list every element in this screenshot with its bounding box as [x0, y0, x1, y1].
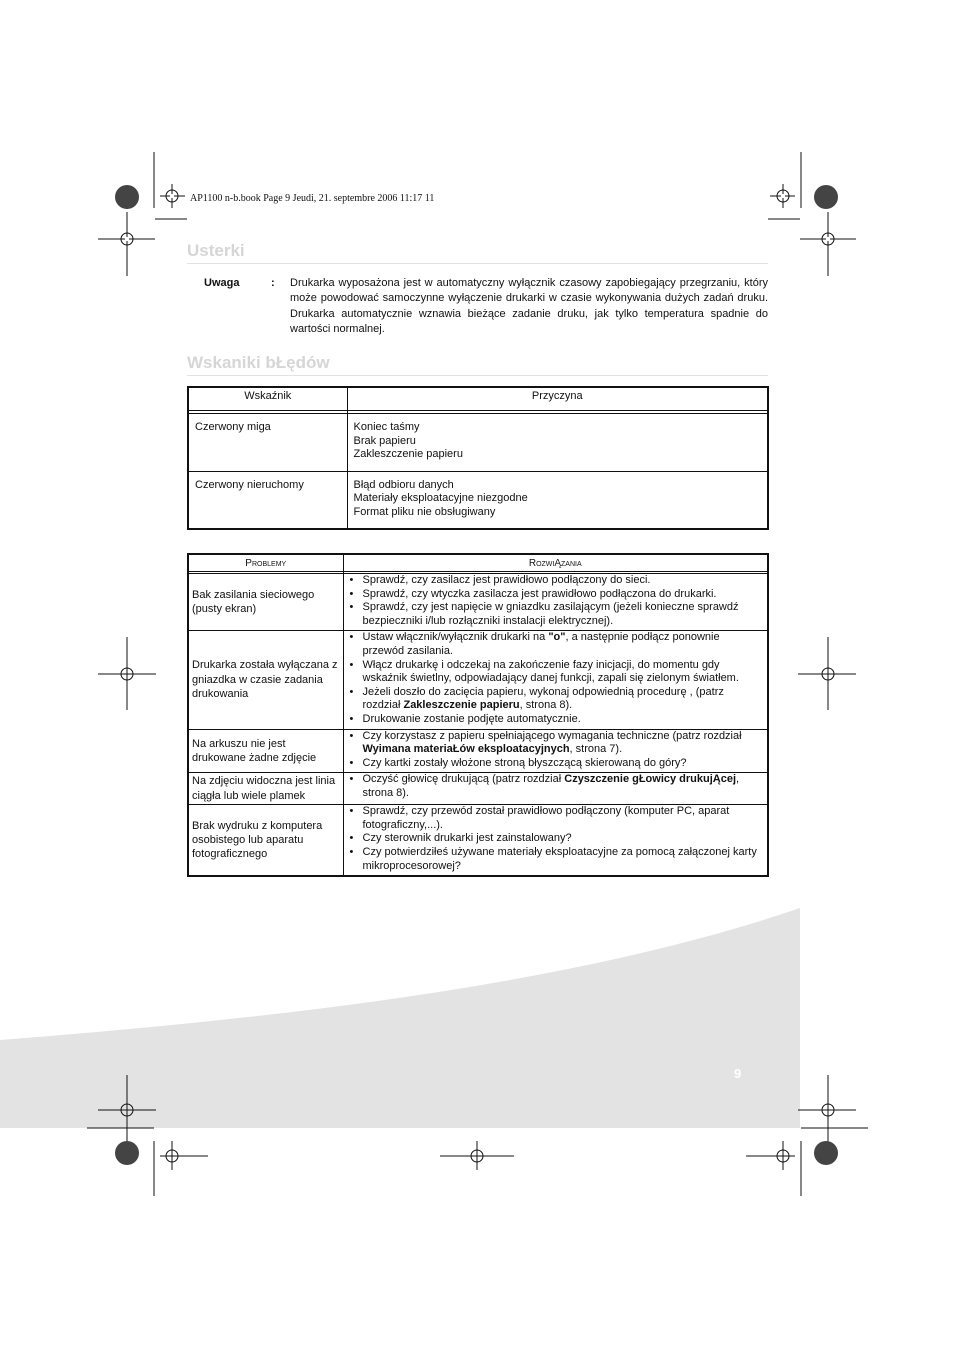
column-header: Wskaźnik: [188, 387, 347, 411]
solution-item: [347, 713, 765, 727]
solution-text: Jeżeli doszło do zacięcia papieru, wykonaj odpowiednią procedurę , (patrz rozdział: [362, 685, 724, 712]
cause-item: Koniec taśmy: [353, 421, 420, 433]
print-info-header: AP1100 n-b.book Page 9 Jeudi, 21. septembre 2006 11:17 11: [190, 193, 435, 204]
section-rule: [187, 263, 768, 264]
solution-text: Drukowanie zostanie podjęte automatycznie.: [362, 712, 581, 725]
solution-text: , strona 8).: [519, 699, 573, 712]
solution-text: Sprawdź, czy zasilacz jest prawidłowo podłączony do sieci.: [362, 574, 651, 586]
solution-item: [347, 805, 765, 832]
solution-item: [347, 730, 765, 757]
solution-text: Sprawdź, czy jest napięcie w gniazdku zasilającym (jeżeli konieczne sprawdź bezpieczniki i/lub rozłączniki instalacji elektrycznej).: [362, 601, 739, 627]
problem-cell: Brak wydruku z komputera osobistego lub aparatu fotograficznego: [188, 805, 343, 876]
solution-bold: "o": [548, 631, 566, 644]
column-header: Problemy: [188, 554, 343, 572]
solution-text: , strona 7).: [569, 743, 623, 756]
indicator-table: [187, 386, 769, 530]
note-label: Uwaga: [204, 277, 240, 289]
cause-item: Błąd odbioru danych: [353, 478, 454, 491]
table-row: [188, 414, 768, 472]
solution-item: [347, 659, 765, 686]
table-row: [188, 805, 768, 876]
problems-table-header: [188, 554, 768, 572]
cause-cell: [347, 414, 768, 472]
solution-item: [347, 846, 765, 873]
problem-cell: Na zdjęciu widoczna jest linia ciągła lub wiele plamek: [188, 773, 343, 805]
indicator-cell: Czerwony nieruchomy: [188, 471, 347, 529]
solution-text: Oczyść głowicę drukującą (patrz rozdział: [362, 773, 565, 786]
table-row: [188, 574, 768, 631]
table-row: [188, 471, 768, 529]
solution-text: Włącz drukarkę i odczekaj na zakończenie fazy inicjacji, do momentu gdy wskaźnik świetlny, odpowiadający danej funkcji, zapali się zielonym światłem.: [362, 658, 739, 685]
solution-text: Czy potwierdziłeś używane materiały eksploatacyjne za pomocą załączonej karty mikroprocesorowej?: [362, 845, 757, 872]
cause-cell: [347, 471, 768, 529]
indicator-table-header: [188, 387, 768, 411]
table-row: [188, 729, 768, 773]
indicator-cell: Czerwony miga: [188, 414, 347, 472]
cause-item: Zakleszczenie papieru: [353, 448, 463, 460]
solution-item: [347, 588, 765, 602]
solution-item: [347, 773, 765, 800]
section-title-wskazniki: Wskaniki bŁędów: [187, 353, 330, 372]
cause-item: Materiały eksploatacyjne niezgodne: [353, 492, 528, 504]
solution-bold: Czyszczenie gŁowicy drukujĄcej: [564, 773, 737, 786]
column-header: RozwiĄzania: [343, 554, 768, 572]
solution-text: Sprawdź, czy przewód został prawidłowo podłączony (komputer PC, aparat fotograficzny,...).: [362, 805, 730, 831]
column-header: Przyczyna: [347, 387, 768, 411]
solution-bold: Zakleszczenie papieru: [403, 699, 520, 712]
solution-cell: [343, 574, 768, 631]
note-text: Drukarka wyposażona jest w automatyczny wyłącznik czasowy zapobiegający przegrzaniu, który może powodować samoczynne wyłączenie drukarki w czasie wykonywania dużych zadań druku. Drukarka automatycznie wznawia bieżące zadanie druku, jak tylko temperatura spadnie do wartości normalnej.: [290, 277, 768, 335]
solution-text: Czy korzystasz z papieru spełniającego wymagania techniczne (patrz rozdział: [362, 729, 742, 742]
cause-item: Brak papieru: [353, 434, 416, 447]
solution-cell: [343, 729, 768, 773]
solution-cell: [343, 631, 768, 729]
solution-item: [347, 601, 765, 628]
solution-item: [347, 832, 765, 846]
problem-cell: Bak zasilania sieciowego (pusty ekran): [188, 574, 343, 631]
solution-item: [347, 757, 765, 771]
solution-item: [347, 574, 765, 588]
table-row: [188, 631, 768, 729]
solution-text: Czy sterownik drukarki jest zainstalowany?: [362, 832, 572, 845]
solution-text: Ustaw włącznik/wyłącznik drukarki na: [362, 631, 549, 644]
solution-text: Czy kartki zostały włożone stroną błyszczącą skierowaną do góry?: [362, 756, 687, 769]
solution-text: , a następnie podłącz ponownie przewód zasilania.: [362, 631, 720, 657]
solution-text: , strona 8).: [362, 773, 740, 799]
table-row: [188, 773, 768, 805]
section-title-usterki: Usterki: [187, 241, 245, 260]
solution-cell: [343, 805, 768, 876]
problem-cell: Na arkuszu nie jest drukowane żadne zdjęcie: [188, 729, 343, 773]
solution-cell: [343, 773, 768, 805]
solution-item: [347, 686, 765, 713]
cause-item: Format pliku nie obsługiwany: [353, 505, 496, 518]
solution-item: [347, 631, 765, 658]
solution-bold: Wyimana materiaŁów eksploatacyjnych: [362, 743, 570, 756]
problems-table: [187, 553, 769, 877]
problem-cell: Drukarka została wyłączana z gniazdka w czasie zadania drukowania: [188, 631, 343, 729]
section-rule: [187, 375, 768, 376]
page-number: 9: [734, 1066, 742, 1081]
note-colon: :: [271, 277, 275, 289]
solution-text: Sprawdź, czy wtyczka zasilacza jest prawidłowo podłączona do drukarki.: [362, 587, 717, 600]
